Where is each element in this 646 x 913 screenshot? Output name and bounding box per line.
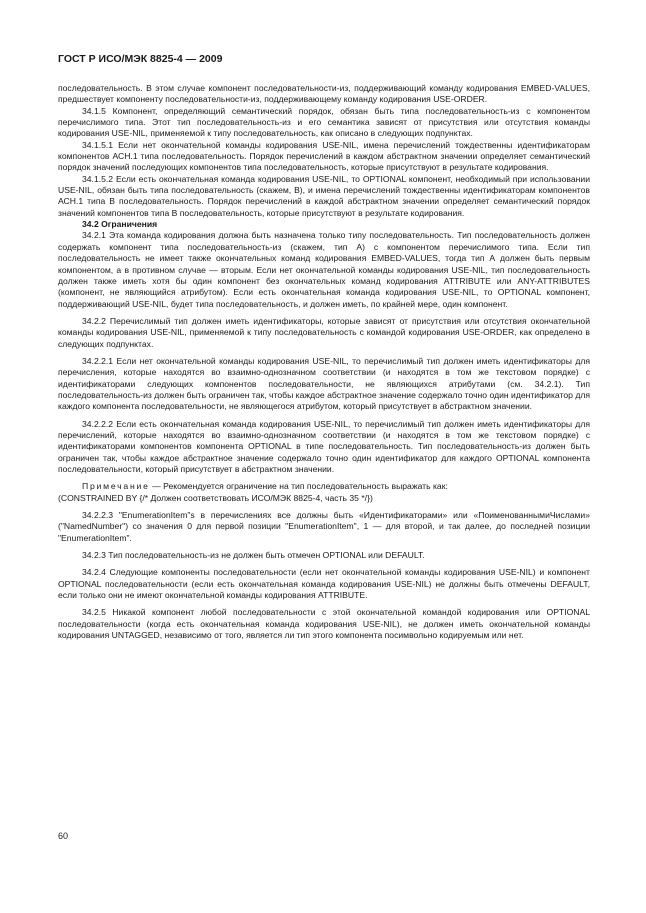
paragraph-34-2-2-3: 34.2.2.3 "EnumerationItem"s в перечислениях все должны быть «Идентификаторами» или «ПоименованнымиЧислами» ("NamedNumber") со значения 0 для первой позиции "EnumerationItem", 1 — для второй, и так далее, до последней позиции "EnumerationItem".	[58, 510, 590, 543]
note	[58, 481, 590, 504]
paragraph-34-2-2: 34.2.2 Перечислимый тип должен иметь идентификаторы, которые зависят от присутствия или отсутствия окончательной команды кодирования USE-NIL, применяемой к типу последовательность с командой кодирования USE-ORDER, как определено в следующих подпунктах.	[58, 315, 590, 349]
section-heading-34-2: 34.2 Ограничения	[82, 219, 158, 230]
paragraph-34-2-1: 34.2.1 Эта команда кодирования должна быть назначена только типу последовательность. Тип последовательность должен содержать компонент типа последовательность-из (скажем, тип А) с компонентом перечислимого типа. Если тип последовательность не имеет также окончательных команд кодирования EMBED-VALUES, тогда тип А должен быть первым компонентом, а в противном случае — вторым. Если нет окончательной команды кодирования USE-NIL, тип последовательность должен также иметь хотя бы один компонент без окончательных команд кодирования ATTRIBUTE или ANY-ATTRIBUTES (компонент, не являющийся атрибутом). Если есть окончательная команда кодирования USE-NIL, то OPTIONAL компонент, поддерживающий USE-NIL, будет типа последовательность, и должен иметь, по крайней мере, один компонент.	[58, 230, 590, 309]
paragraph-34-1-5: 34.1.5 Компонент, определяющий семантический порядок, обязан быть типа последовательность-из с компонентом перечислимого типа. Этот тип последовательность-из и его семантика зависят от присутствия или отсутствия команды кодирования USE-NIL, применяемой к типу последовательность, как описано в следующих подпунктах.	[58, 105, 590, 139]
note-text: — Рекомендуется ограничение на тип последовательность выражать как:	[149, 481, 448, 492]
paragraph-34-1-5-2: 34.1.5.2 Если есть окончательная команда кодирования USE-NIL, то OPTIONAL компонент, необходимый при использовании USE-NIL, обязан быть типа последовательность (скажем, В), и имена перечислений тождественны идентификаторам компонентов АСН.1 типа В последовательность. Порядок перечислений в каждой абстрактном значении определяет семантический порядок значений компонентов типа В последовательность, которые присутствуют в результате кодирования.	[58, 173, 590, 218]
document-body	[58, 83, 590, 641]
note-label: Примечание	[82, 481, 150, 492]
paragraph-34-2-5: 34.2.5 Никакой компонент любой последовательности с этой окончательной командой кодирования или OPTIONAL последовательности (когда есть окончательная команда кодирования USE-NIL), не должен иметь окончательной команды кодирования UNTAGGED, независимо от того, является ли тип этого компонента посимвольно кодируемым или нет.	[58, 607, 590, 641]
page-header: ГОСТ Р ИСО/МЭК 8825-4 — 2009	[58, 53, 223, 65]
paragraph-34-2-2-2: 34.2.2.2 Если есть окончательная команда кодирования USE-NIL, то перечислимый тип должен иметь идентификаторы для перечислений, которые находятся во взаимно-однозначном соответствии (и находятся в том же текстовом порядке) с идентификаторами компонентов компонента OPTIONAL в типе последовательность. Тип последовательность-из должен быть ограничен так, чтобы каждое абстрактное значение содержало точно один идентификатор для каждого OPTIONAL компонента последовательности, который присутствует в абстрактном значении.	[58, 418, 590, 474]
paragraph-34-2-2-1: 34.2.2.1 Если нет окончательной команды кодирования USE-NIL, то перечислимый тип должен иметь идентификаторы для перечисления, которые находятся во взаимно-однозначном соответствии (и находятся в том же текстовом порядке) с идентификаторами следующих компонентов последовательности, не являющихся атрибутами (см. 34.2.1). Тип последовательность-из должен быть ограничен так, чтобы каждое абстрактное значение содержало точно один идентификатор для каждого компонента последовательности, не являющегося атрибутом, который присутствует в абстрактном значении.	[58, 355, 590, 412]
page-number: 60	[58, 831, 69, 841]
paragraph-34-2-3: 34.2.3 Тип последовательность-из не должен быть отмечен OPTIONAL или DEFAULT.	[82, 550, 425, 561]
note-code: (CONSTRAINED BY {/* Должен соответствовать ИСО/МЭК 8825-4, часть 35 */})	[58, 492, 373, 503]
paragraph-34-2-4: 34.2.4 Следующие компоненты последовательности (если нет окончательной команды кодирования USE-NIL) и компонент OPTIONAL последовательности (если есть окончательная команда кодирования USE-NIL) не должны быть отмечены DEFAULT, если только они не имеют окончательной команды кодирования ATTRIBUTE.	[58, 567, 590, 601]
paragraph-continuation: последовательность. В этом случае компонент последовательности-из, поддерживающий команду кодирования EMBED-VALUES, предшествует компоненту последовательности-из, поддерживающему команду кодирования USE-ORDER.	[58, 83, 590, 105]
paragraph-34-1-5-1: 34.1.5.1 Если нет окончательной команды кодирования USE-NIL, имена перечислений тождественны идентификаторам компонентов АСН.1 типа последовательность. Порядок перечислений в каждом абстрактном значении определяет семантический порядок значений последующих компонентов типа последовательность, которые присутствуют в результате кодирования.	[58, 139, 590, 173]
